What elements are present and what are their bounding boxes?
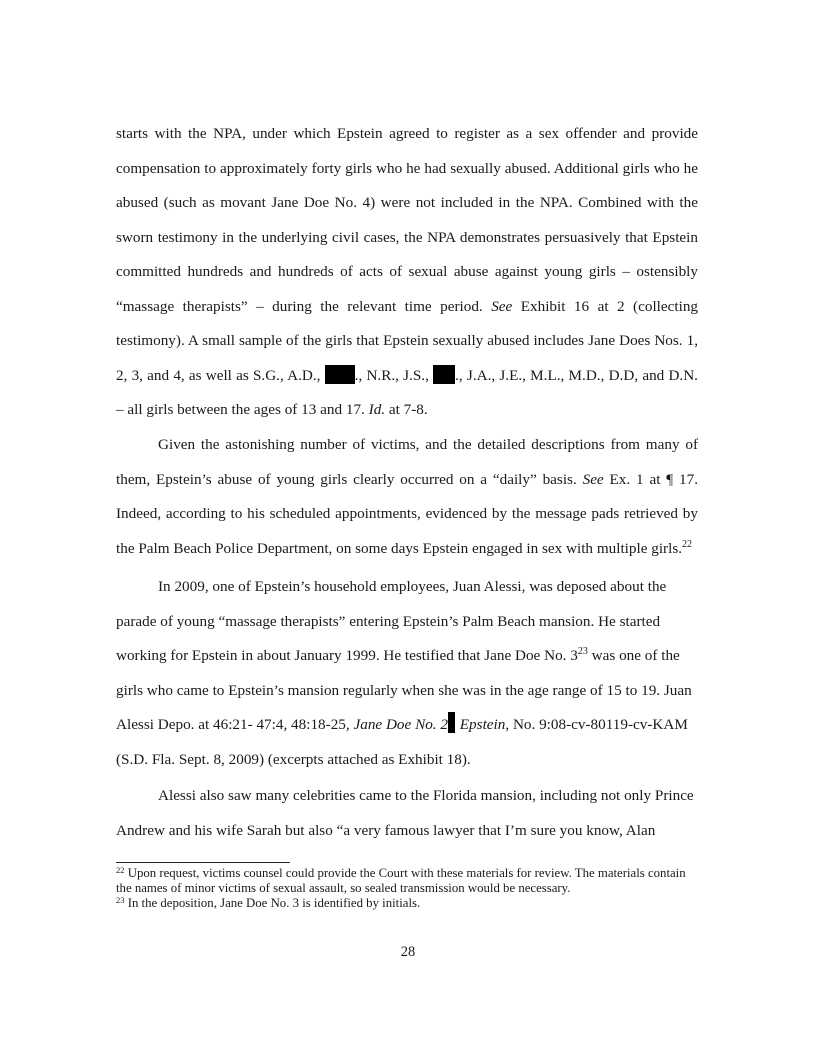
page-number: 28: [400, 944, 416, 960]
see-signal: See: [582, 470, 604, 488]
footnotes: [116, 866, 698, 911]
paragraph-4-text: Alessi also saw many celebrities came to the Florida mansion, including not only Prince Andrew and his wife Sarah but also “a very famous lawyer that I’m sure you know, Alan: [116, 787, 694, 839]
footnote-23: [116, 896, 698, 911]
redaction-block: [433, 365, 455, 384]
footnote-ref-22[interactable]: 22: [682, 538, 693, 550]
footnote-divider: [116, 862, 290, 863]
paragraph-1-text-2: Exhibit 16 at 2 (collecting testimony). A small sample of the girls that Epstein sexually abused includes Jane Does Nos. 1, 2, 3, and 4, as well as S.G., A.D.,: [116, 297, 699, 384]
paragraph-1-text: starts with the NPA, under which Epstein agreed to register as a sex offender and provide compensation to approximately forty girls who he had sexually abused. Additional girls who he abused (such as movant Jane Doe No. 4) were not included in the NPA. Combined with the sworn testimony in the underlying civil cases, the NPA demonstrates persuasively that Epstein committed hundreds and hundreds of acts of sexual abuse against young girls – ostensibly “massage therapists” – during the relevant time period.: [116, 125, 698, 315]
see-signal: See: [491, 297, 513, 315]
footnote-22: [116, 866, 698, 896]
paragraph-3: [116, 570, 698, 777]
paragraph-3-text-3: , No. 9:08-cv-80119-cv-KAM (S.D. Fla. Sept. 8, 2009) (excerpts attached as Exhibit 18).: [116, 716, 688, 768]
redaction-block: [448, 712, 455, 733]
case-name: Jane Doe No. 2: [353, 716, 448, 733]
paragraph-1-text-4: ., J.A., J.E., M.L., M.D., D.D, and D.N. – all girls between the ages of 13 and 17.: [116, 366, 698, 418]
footnote-ref-23[interactable]: 23: [577, 646, 588, 657]
paragraph-4: [116, 779, 698, 848]
id-signal: Id.: [368, 401, 386, 418]
paragraph-3-text: In 2009, one of Epstein’s household employees, Juan Alessi, was deposed about the parade of young “massage therapists” entering Epstein’s Palm Beach mansion. He started working for Epstein in about January 1999. He testified that Jane Doe No. 3: [116, 578, 667, 664]
paragraph-1-text-5: at 7-8.: [385, 401, 428, 418]
footnote-number: 23: [116, 895, 125, 905]
paragraph-2-text-2: Ex. 1 at ¶ 17. Indeed, according to his scheduled appointments, evidenced by the message pads retrieved by the Palm Beach Police Department, on some days Epstein engaged in sex with multiple girls.: [116, 470, 698, 557]
redaction-block: [325, 365, 355, 384]
paragraph-1-text-3: ., N.R., J.S.,: [354, 366, 434, 384]
paragraph-2-text: Given the astonishing number of victims, and the detailed descriptions from many of them, Epstein’s abuse of young girls clearly occurred on a “daily” basis.: [116, 436, 698, 488]
footnote-number: 22: [116, 865, 125, 875]
case-name-defendant: Epstein: [459, 716, 506, 733]
paragraph-1: [116, 117, 698, 428]
footnote-text: In the deposition, Jane Doe No. 3 is identified by initials.: [124, 896, 421, 910]
paragraph-2: [116, 428, 698, 566]
footnote-text: Upon request, victims counsel could provide the Court with these materials for review. The materials contain the names of minor victims of sexual assault, so sealed transmission would be necessary.: [116, 866, 686, 895]
paragraph-3-text-2: was one of the girls who came to Epstein’s mansion regularly when she was in the age range of 15 to 19. Juan Alessi Depo. at 46:21- 47:4, 48:18-25,: [116, 647, 692, 733]
